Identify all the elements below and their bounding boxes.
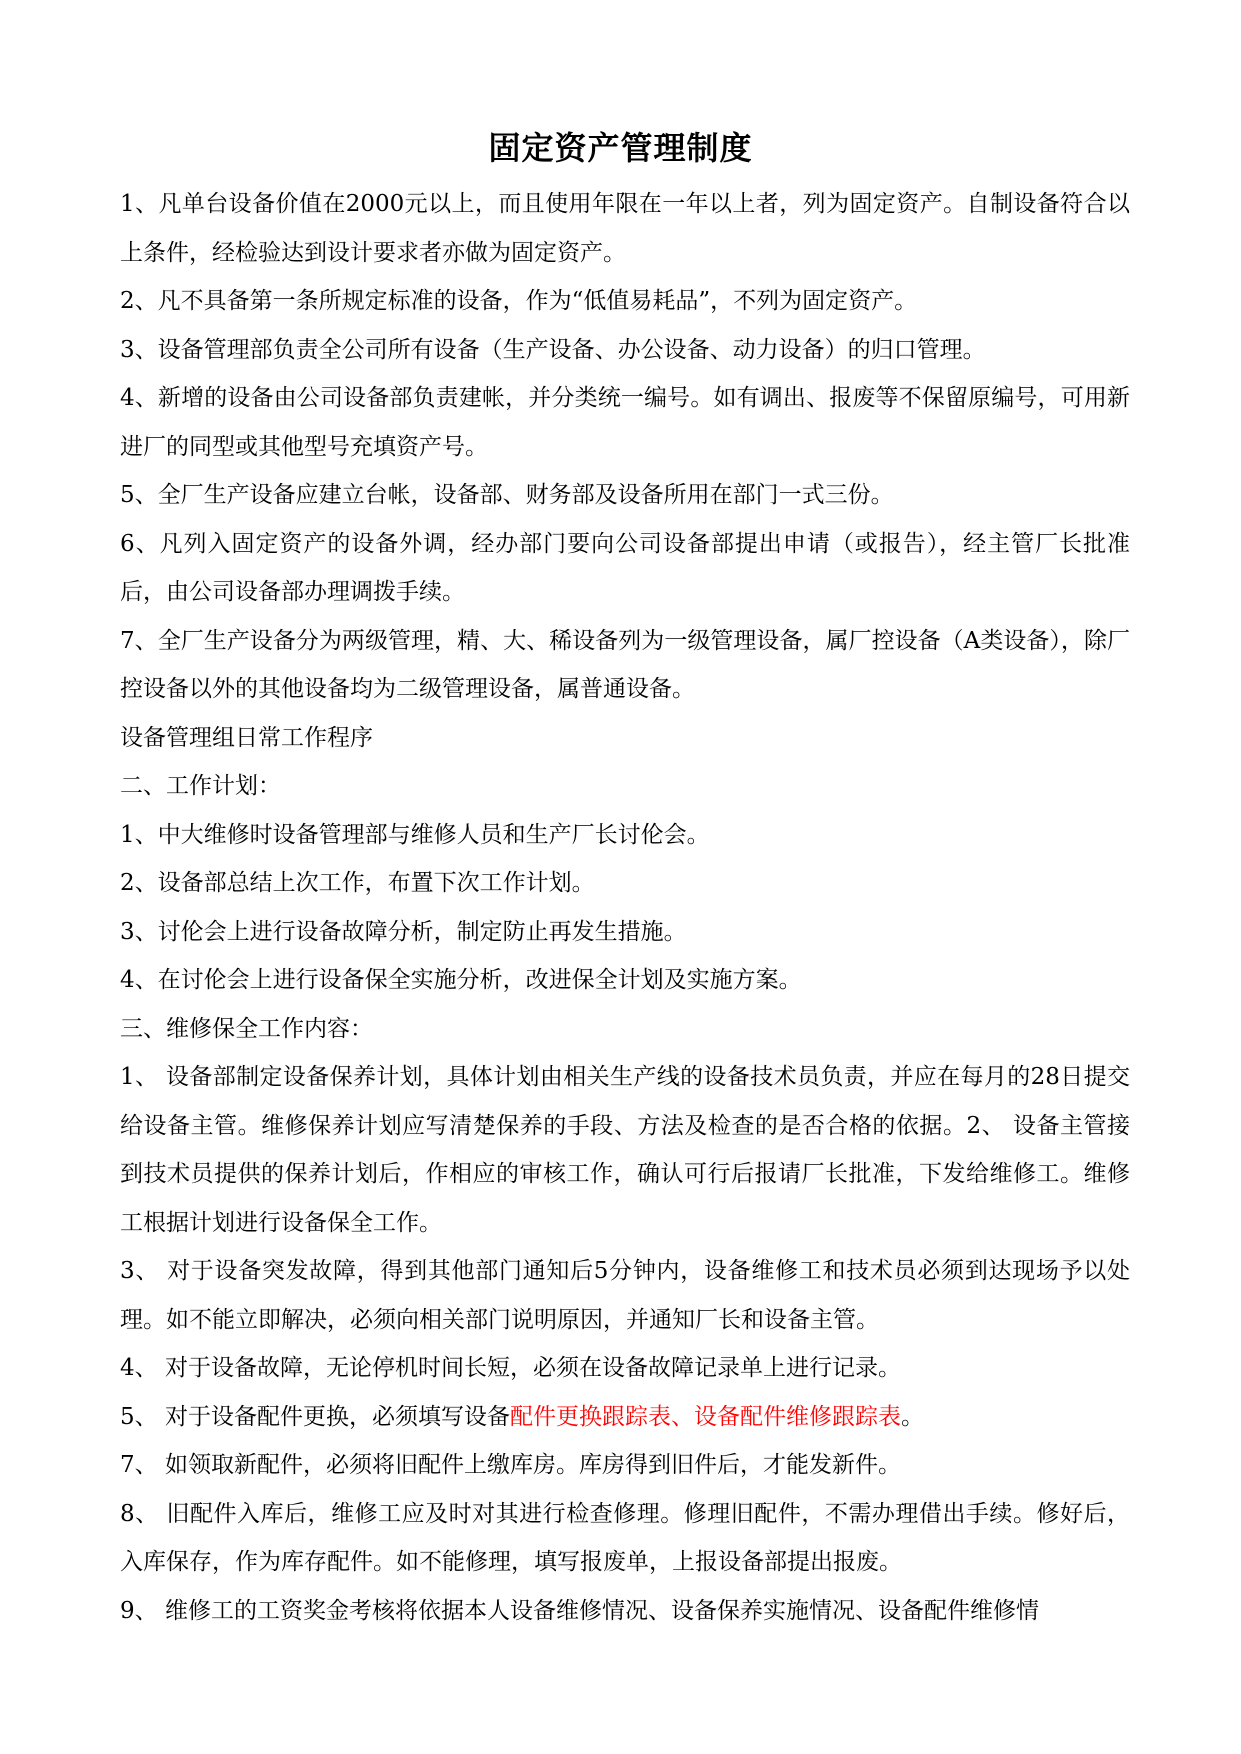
paragraph: 8、 旧配件入库后，维修工应及时对其进行检查修理。修理旧配件，不需办理借出手续。修好后，入库保存，作为库存配件。如不能修理，填写报废单，上报设备部提出报废。 xyxy=(120,1500,1130,1575)
section-heading: 设备管理组日常工作程序 xyxy=(120,724,373,751)
paragraph-prefix: 5、 对于设备配件更换，必须填写设备 xyxy=(120,1403,510,1430)
paragraph: 4、在讨伦会上进行设备保全实施分析，改进保全计划及实施方案。 xyxy=(120,967,802,993)
paragraph: 4、 对于设备故障，无论停机时间长短，必须在设备故障记录单上进行记录。 xyxy=(120,1355,901,1381)
paragraph-with-highlight xyxy=(120,1393,1130,1442)
paragraph: 2、凡不具备第一条所规定标准的设备，作为“低值易耗品”，不列为固定资产。 xyxy=(120,288,918,314)
paragraph: 2、设备部总结上次工作，布置下次工作计划。 xyxy=(120,870,595,896)
document-body xyxy=(120,180,1130,1635)
paragraph: 1、中大维修时设备管理部与维修人员和生产厂长讨伦会。 xyxy=(120,821,710,848)
paragraph: 3、讨伦会上进行设备故障分析，制定防止再发生措施。 xyxy=(120,918,687,945)
paragraph: 4、新增的设备由公司设备部负责建帐，并分类统一编号。如有调出、报废等不保留原编号，可用新进厂的同型或其他型号充填资产号。 xyxy=(120,385,1130,460)
paragraph: 7、全厂生产设备分为两级管理，精、大、稀设备列为一级管理设备，属厂控设备（A类设备），除厂控设备以外的其他设备均为二级管理设备，属普通设备。 xyxy=(120,627,1130,702)
paragraph: 9、 维修工的工资奖金考核将依据本人设备维修情况、设备保养实施情况、设备配件维修情 xyxy=(120,1597,1039,1624)
document-title: 固定资产管理制度 xyxy=(488,129,753,167)
paragraph-suffix: 。 xyxy=(900,1403,924,1430)
paragraph: 1、凡单台设备价值在2000元以上，而且使用年限在一年以上者，列为固定资产。自制设备符合以上条件，经检验达到设计要求者亦做为固定资产。 xyxy=(120,191,1130,266)
section-heading: 二、工作计划： xyxy=(120,773,281,799)
paragraph: 5、全厂生产设备应建立台帐，设备部、财务部及设备所用在部门一式三份。 xyxy=(120,482,894,508)
highlighted-text: 配件更换跟踪表、设备配件维修跟踪表 xyxy=(509,1403,901,1430)
paragraph: 1、 设备部制定设备保养计划，具体计划由相关生产线的设备技术员负责，并应在每月的28日提交给设备主管。维修保养计划应写清楚保养的手段、方法及检查的是否合格的依据。2、 设备主管接到技术员提供的保养计划后，作相应的审核工作，确认可行后报请厂长批准，下发给维修工。维修工根据计划进行设备保全工作。 xyxy=(120,1064,1130,1236)
paragraph: 6、凡列入固定资产的设备外调，经办部门要向公司设备部提出申请（或报告），经主管厂长批准后，由公司设备部办理调拨手续。 xyxy=(120,530,1130,605)
paragraph: 3、 对于设备突发故障，得到其他部门通知后5分钟内，设备维修工和技术员必须到达现场予以处理。如不能立即解决，必须向相关部门说明原因，并通知厂长和设备主管。 xyxy=(120,1258,1130,1333)
paragraph: 7、 如领取新配件，必须将旧配件上缴库房。库房得到旧件后，才能发新件。 xyxy=(120,1452,901,1478)
section-heading: 三、维修保全工作内容： xyxy=(120,1015,373,1042)
paragraph: 3、设备管理部负责全公司所有设备（生产设备、办公设备、动力设备）的归口管理。 xyxy=(120,336,986,363)
